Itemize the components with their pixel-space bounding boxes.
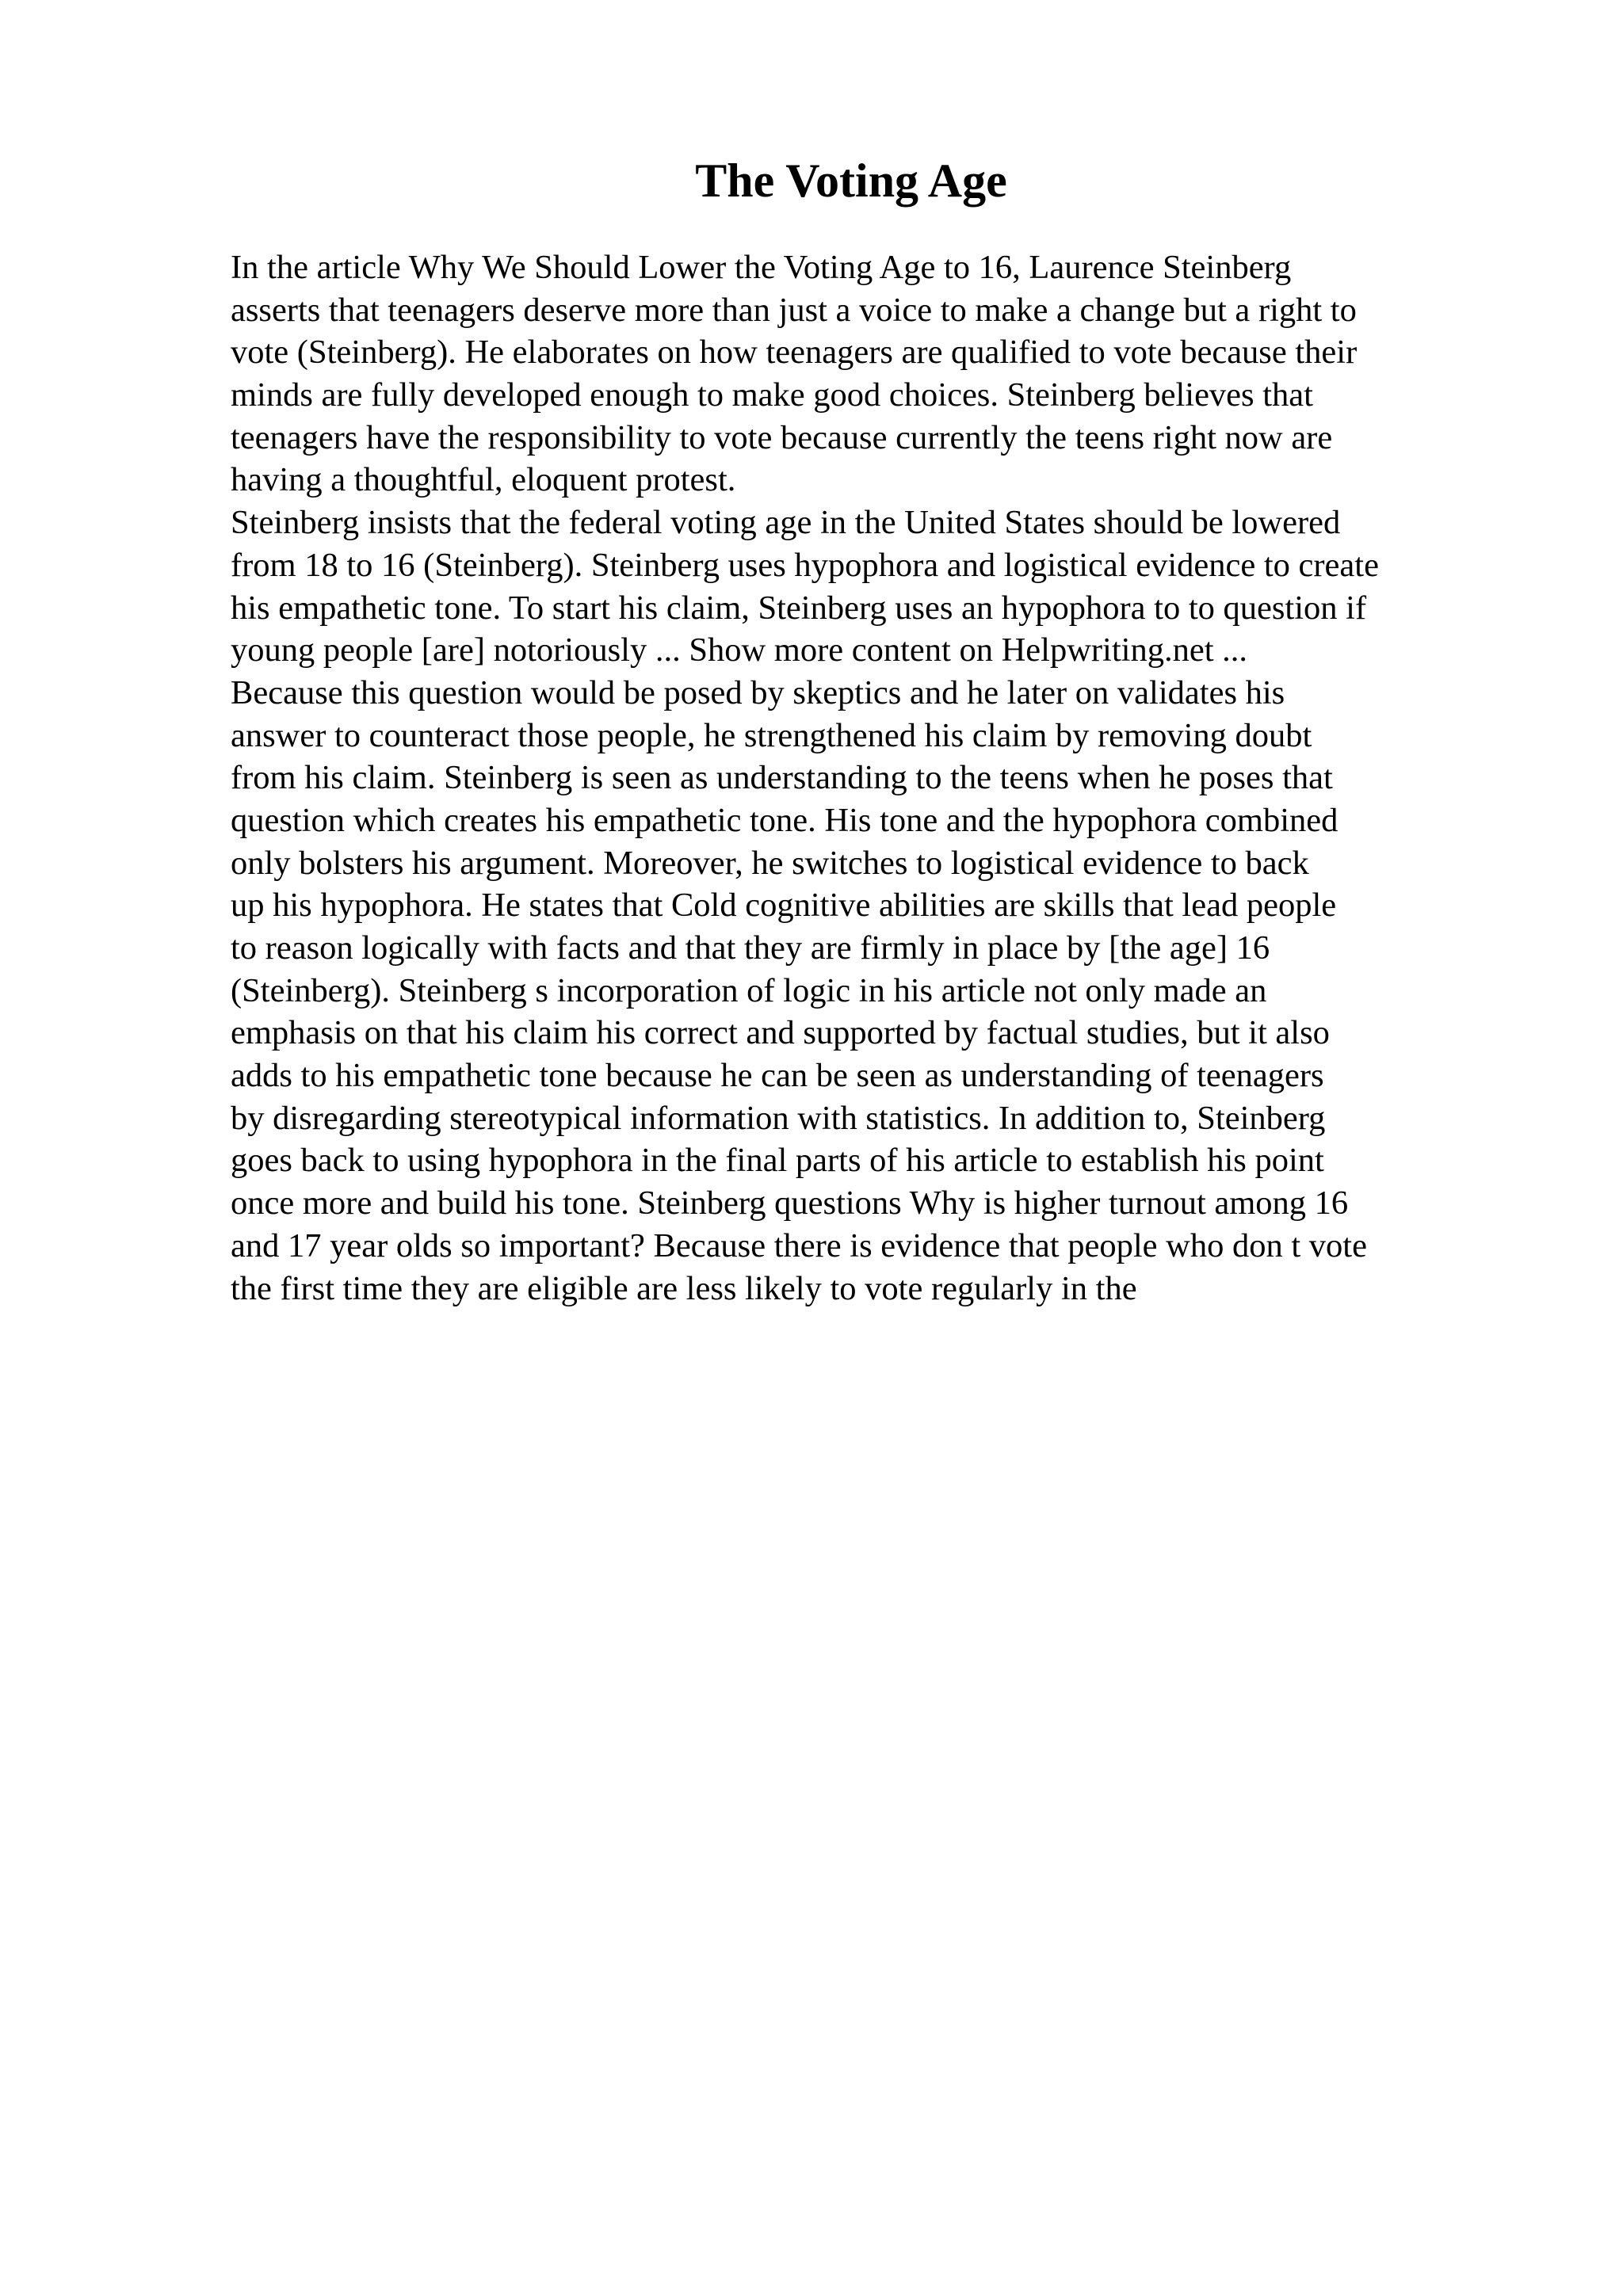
body-text-line: young people [are] notoriously ... Show more content on Helpwriting.net ... xyxy=(231,631,1248,669)
document-title: The Voting Age xyxy=(695,154,1007,207)
body-text-line: asserts that teenagers deserve more than just a voice to make a change but a right to xyxy=(231,291,1357,329)
body-text-line: only bolsters his argument. Moreover, he switches to logistical evidence to back xyxy=(231,844,1309,882)
body-text-line: once more and build his tone. Steinberg questions Why is higher turnout among 16 xyxy=(231,1184,1349,1222)
body-text-line: from his claim. Steinberg is seen as understanding to the teens when he poses that xyxy=(231,759,1333,797)
body-text-line: to reason logically with facts and that they are firmly in place by [the age] 16 xyxy=(231,929,1270,967)
body-text-line: Steinberg insists that the federal voting age in the United States should be lowered xyxy=(231,504,1341,542)
body-text-line: adds to his empathetic tone because he can be seen as understanding of teenagers xyxy=(231,1057,1324,1095)
document-body xyxy=(231,246,1514,1310)
body-text-line: minds are fully developed enough to make good choices. Steinberg believes that xyxy=(231,376,1313,414)
body-text-line: from 18 to 16 (Steinberg). Steinberg uses hypophora and logistical evidence to create xyxy=(231,546,1379,584)
body-text-line: (Steinberg). Steinberg s incorporation of logic in his article not only made an xyxy=(231,971,1267,1009)
body-text-line: goes back to using hypophora in the final parts of his article to establish his point xyxy=(231,1142,1324,1180)
body-text-line: and 17 year olds so important? Because there is evidence that people who don t vote xyxy=(231,1226,1367,1264)
body-text-line: having a thoughtful, eloquent protest. xyxy=(231,461,736,499)
body-text-line: vote (Steinberg). He elaborates on how teenagers are qualified to vote because their xyxy=(231,334,1358,372)
body-text-line: the first time they are eligible are less likely to vote regularly in the xyxy=(231,1269,1137,1307)
body-text-line: In the article Why We Should Lower the Voting Age to 16, Laurence Steinberg xyxy=(231,249,1292,286)
body-text-line: his empathetic tone. To start his claim, Steinberg uses an hypophora to to question if xyxy=(231,589,1367,627)
body-text-line: emphasis on that his claim his correct and supported by factual studies, but it also xyxy=(231,1014,1330,1052)
body-text-line: Because this question would be posed by skeptics and he later on validates his xyxy=(231,673,1285,711)
body-text-line: teenagers have the responsibility to vote because currently the teens right now are xyxy=(231,418,1333,456)
body-text-line: question which creates his empathetic tone. His tone and the hypophora combined xyxy=(231,801,1338,839)
body-text-line: answer to counteract those people, he strengthened his claim by removing doubt xyxy=(231,716,1312,754)
body-text-line: by disregarding stereotypical information with statistics. In addition to, Steinberg xyxy=(231,1099,1326,1137)
body-text-line: up his hypophora. He states that Cold cognitive abilities are skills that lead people xyxy=(231,887,1337,925)
